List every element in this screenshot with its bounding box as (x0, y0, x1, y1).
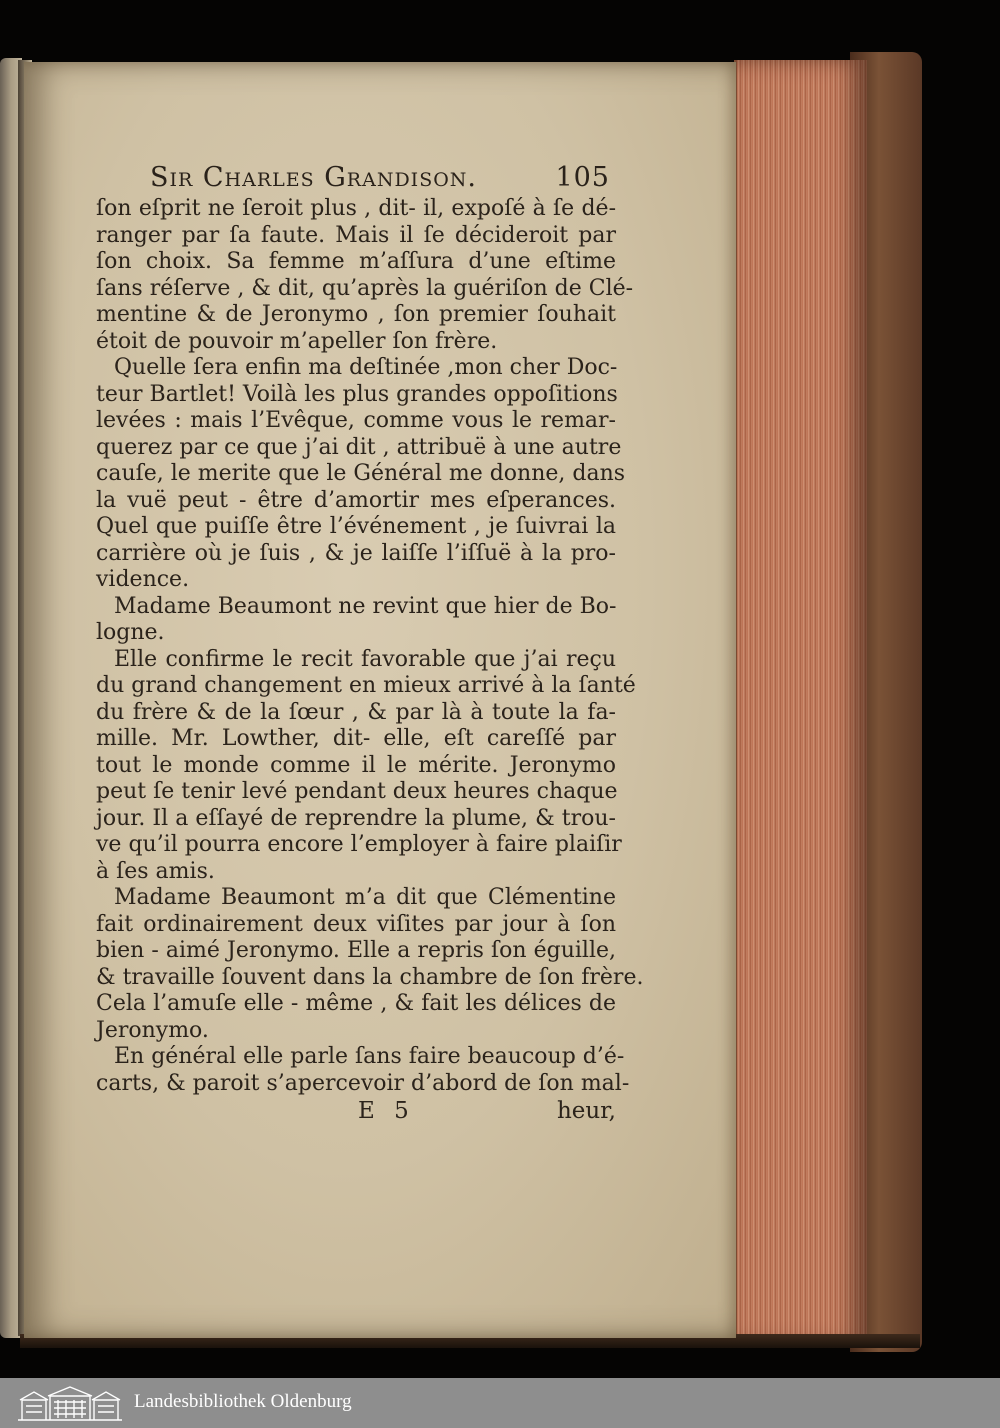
text-line: ranger par ſa faute. Mais il ſe décideroit par (96, 222, 616, 248)
page-block-edges (734, 60, 867, 1346)
text-line: cauſe, le merite que le Général me donne, dans (96, 461, 626, 486)
text-line: querez par ce que j’ai dit , attribuë à une autre (96, 434, 622, 460)
text-line: à ſes amis. (96, 858, 215, 884)
signature-mark: E 5 (358, 1098, 415, 1124)
page-number: 105 (555, 162, 610, 193)
text-line: ſon choix. Sa femme m’aſſura d’une eſtime (96, 249, 616, 274)
page-footer-marks (96, 1098, 616, 1126)
text-line: levées : mais l’Evêque, comme vous le remar- (96, 408, 616, 433)
text-line: vidence. (96, 567, 190, 592)
text-line: Madame Beaumont ne revint que hier de Bo- (114, 593, 617, 619)
text-line: carts, & paroit s’apercevoir d’abord de ſon mal- (96, 1070, 630, 1096)
text-line: & travaille ſouvent dans la chambre de ſon frère. (96, 964, 644, 990)
text-line: mentine & de Jeronymo , ſon premier ſouhait (96, 302, 616, 327)
text-line: En général elle parle ſans faire beaucoup d’é- (114, 1044, 625, 1069)
library-building-icon (16, 1384, 124, 1422)
library-banner (0, 1378, 1000, 1428)
library-name: Landesbibliothek Oldenburg (134, 1391, 352, 1412)
text-line: logne. (96, 620, 165, 645)
text-line: Cela l’amuſe elle - même , & fait les délices de (96, 991, 616, 1016)
text-line: ve qu’il pourra encore l’employer à faire plaiſir (96, 832, 622, 857)
page-body-text (96, 196, 644, 1097)
page-header (150, 162, 610, 196)
text-line: Jeronymo. (96, 1017, 209, 1043)
running-title: Sir Charles Grandison. (150, 162, 477, 193)
text-line: carrière où je ſuis , & je laiſſe l’iſſuë à la pro- (96, 540, 616, 566)
text-line: Madame Beaumont m’a dit que Clémentine (114, 885, 616, 910)
text-line: du grand changement en mieux arrivé à la ſanté (96, 673, 636, 698)
text-line: mille. Mr. Lowther, dit- elle, eſt careſſé par (96, 726, 616, 751)
text-line: fait ordinairement deux viſites par jour à ſon (96, 911, 616, 937)
text-line: ſans réſerve , & dit, qu’après la guériſon de Clé- (96, 275, 634, 301)
text-line: Elle confirme le recit favorable que j’ai reçu (114, 646, 616, 672)
text-line: bien - aimé Jeronymo. Elle a repris ſon éguille, (96, 938, 616, 963)
text-line: étoit de pouvoir m’apeller ſon frère. (96, 328, 498, 354)
text-line: peut ſe tenir levé pendant deux heures chaque (96, 779, 618, 804)
text-line: jour. Il a eſſayé de reprendre la plume, & trou- (96, 805, 616, 831)
text-line: tout le monde comme il le mérite. Jeronymo (96, 752, 616, 778)
text-line: Quelle ſera enfin ma deſtinée ,mon cher Doc- (114, 355, 618, 380)
text-line: la vuë peut - être d’amortir mes eſperances. (96, 487, 616, 513)
text-line: du frère & de la ſœur , & par là à toute la fa- (96, 699, 616, 725)
text-line: teur Bartlet! Voilà les plus grandes oppoſitions (96, 381, 618, 407)
text-line: ſon eſprit ne ſeroit plus , dit- il, expoſé à ſe dé- (96, 196, 616, 221)
text-line: Quel que puiſſe être l’événement , je ſuivrai la (96, 514, 616, 539)
catchword: heur, (556, 1098, 616, 1124)
